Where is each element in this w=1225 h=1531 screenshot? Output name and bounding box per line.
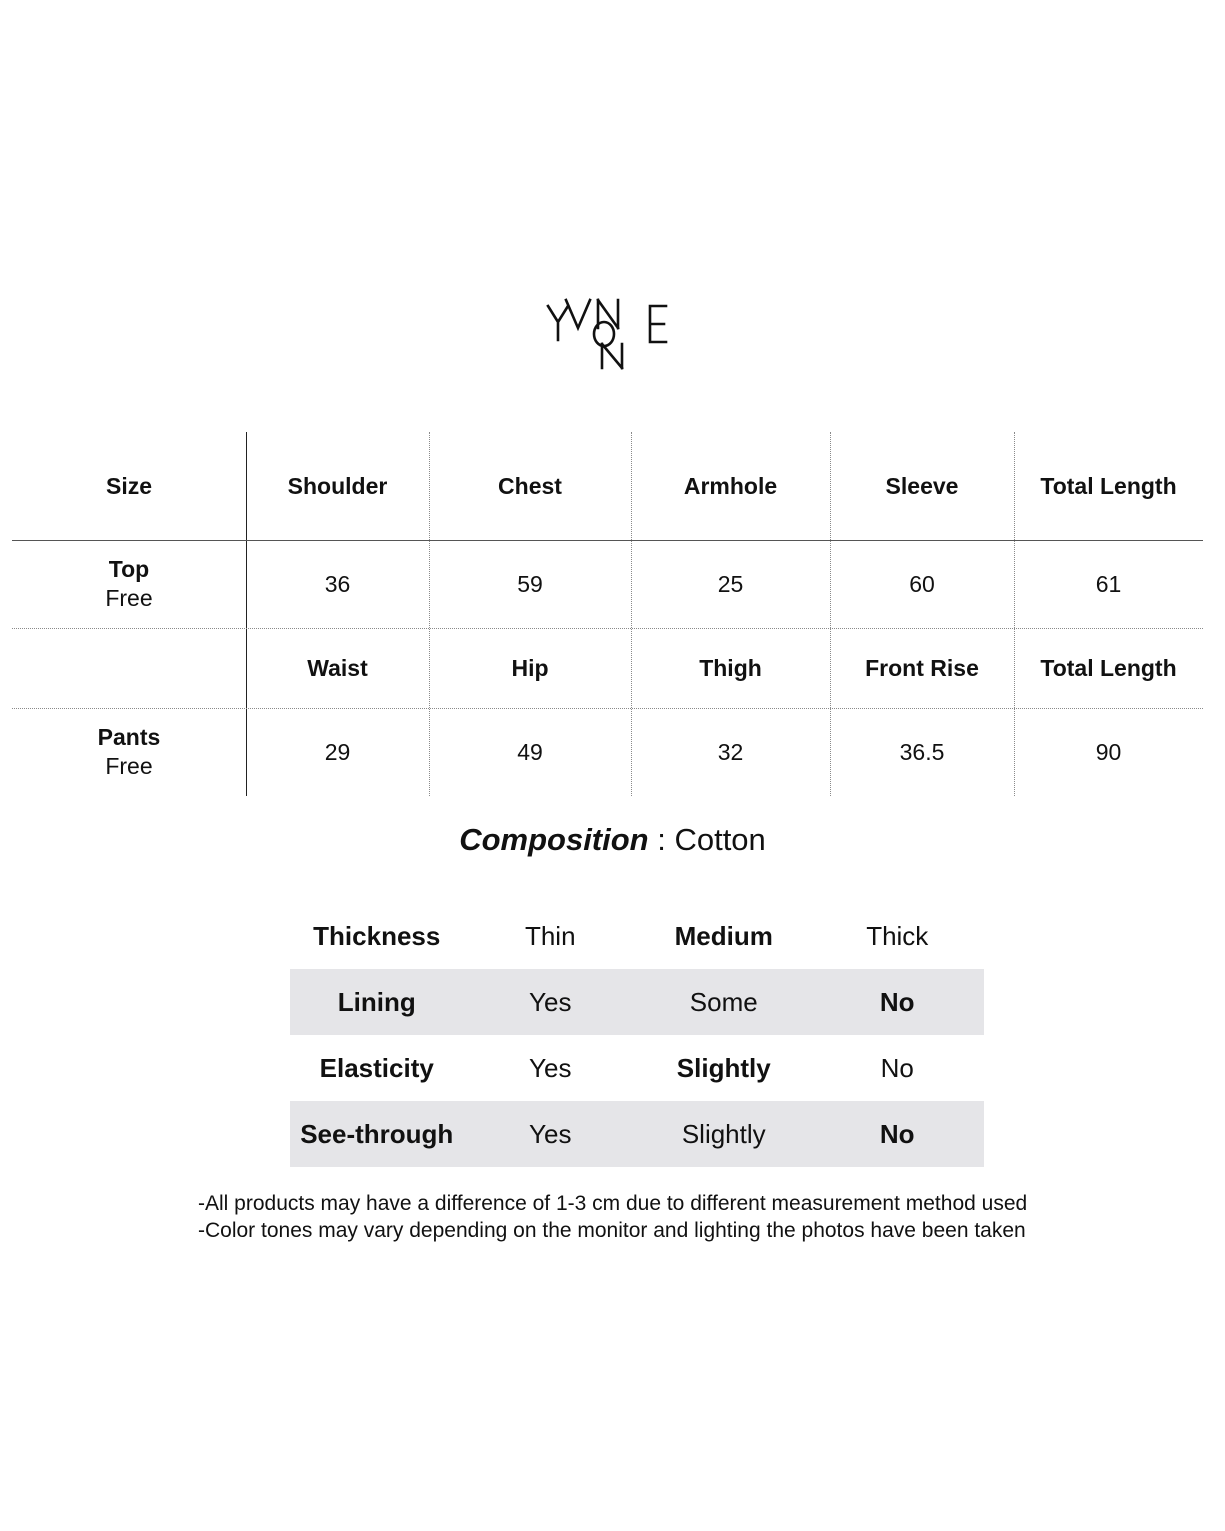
top-total-length-value: 61	[1095, 570, 1122, 597]
disclaimer-notes	[198, 1190, 1027, 1244]
fabric-option: Slightly	[676, 1052, 771, 1083]
header-size: Size	[105, 472, 153, 499]
brand-logo	[546, 292, 672, 374]
fabric-row-thickness	[290, 903, 984, 969]
pants-front-rise-value: 36.5	[899, 738, 945, 765]
note-line: -All products may have a difference of 1-3 cm due to different measurement method used	[198, 1192, 1028, 1215]
fabric-option: Yes	[529, 986, 572, 1017]
fabric-label: Lining	[337, 986, 416, 1017]
header-thigh: Thigh	[699, 654, 762, 681]
header-armhole: Armhole	[683, 472, 778, 499]
fabric-label: Elasticity	[319, 1052, 434, 1083]
pants-total-length-value: 90	[1095, 738, 1122, 765]
row-label-top	[12, 540, 246, 628]
header-chest: Chest	[498, 472, 562, 499]
top-sleeve-value: 60	[909, 570, 935, 597]
composition-line	[0, 822, 1225, 858]
row-size: Free	[105, 753, 153, 779]
fabric-option: Medium	[674, 920, 773, 951]
composition-label: Composition	[459, 822, 649, 857]
note-line: -Color tones may vary depending on the monitor and lighting the photos have been taken	[198, 1219, 1026, 1242]
header-total-length: Total Length	[1040, 472, 1177, 499]
composition-separator: :	[648, 822, 675, 857]
fabric-option: Thick	[866, 920, 929, 951]
fabric-option: Slightly	[681, 1118, 766, 1149]
size-chart-table	[12, 432, 1203, 796]
fabric-option: Yes	[529, 1118, 572, 1149]
row-name: Top	[108, 556, 150, 582]
fabric-row-elasticity	[290, 1035, 984, 1101]
header-front-rise: Front Rise	[865, 654, 979, 681]
fabric-option: No	[879, 986, 915, 1017]
header-waist: Waist	[307, 654, 368, 681]
pants-header-empty	[12, 628, 246, 708]
fabric-label: Thickness	[313, 920, 441, 951]
row-name: Pants	[97, 724, 161, 750]
fabric-option: Yes	[529, 1052, 572, 1083]
fabric-option: Thin	[524, 920, 576, 951]
fabric-row-lining	[290, 969, 984, 1035]
row-label-pants	[12, 708, 246, 796]
top-armhole-value: 25	[717, 570, 744, 597]
top-shoulder-value: 36	[324, 570, 351, 597]
header-hip: Hip	[511, 654, 549, 681]
fabric-label: See-through	[300, 1118, 454, 1149]
pants-thigh-value: 32	[717, 738, 744, 765]
header-pants-total-length: Total Length	[1040, 654, 1177, 681]
pants-hip-value: 49	[517, 738, 543, 765]
fabric-option: Some	[689, 986, 758, 1017]
top-chest-value: 59	[517, 570, 543, 597]
fabric-option: No	[880, 1052, 914, 1083]
pants-waist-value: 29	[324, 738, 351, 765]
row-size: Free	[105, 585, 153, 611]
fabric-row-see-through	[290, 1101, 984, 1167]
header-shoulder: Shoulder	[287, 472, 388, 499]
fabric-properties-table	[290, 903, 984, 1167]
composition-value: Cotton	[674, 822, 766, 857]
fabric-option: No	[879, 1118, 915, 1149]
header-sleeve: Sleeve	[885, 472, 959, 499]
